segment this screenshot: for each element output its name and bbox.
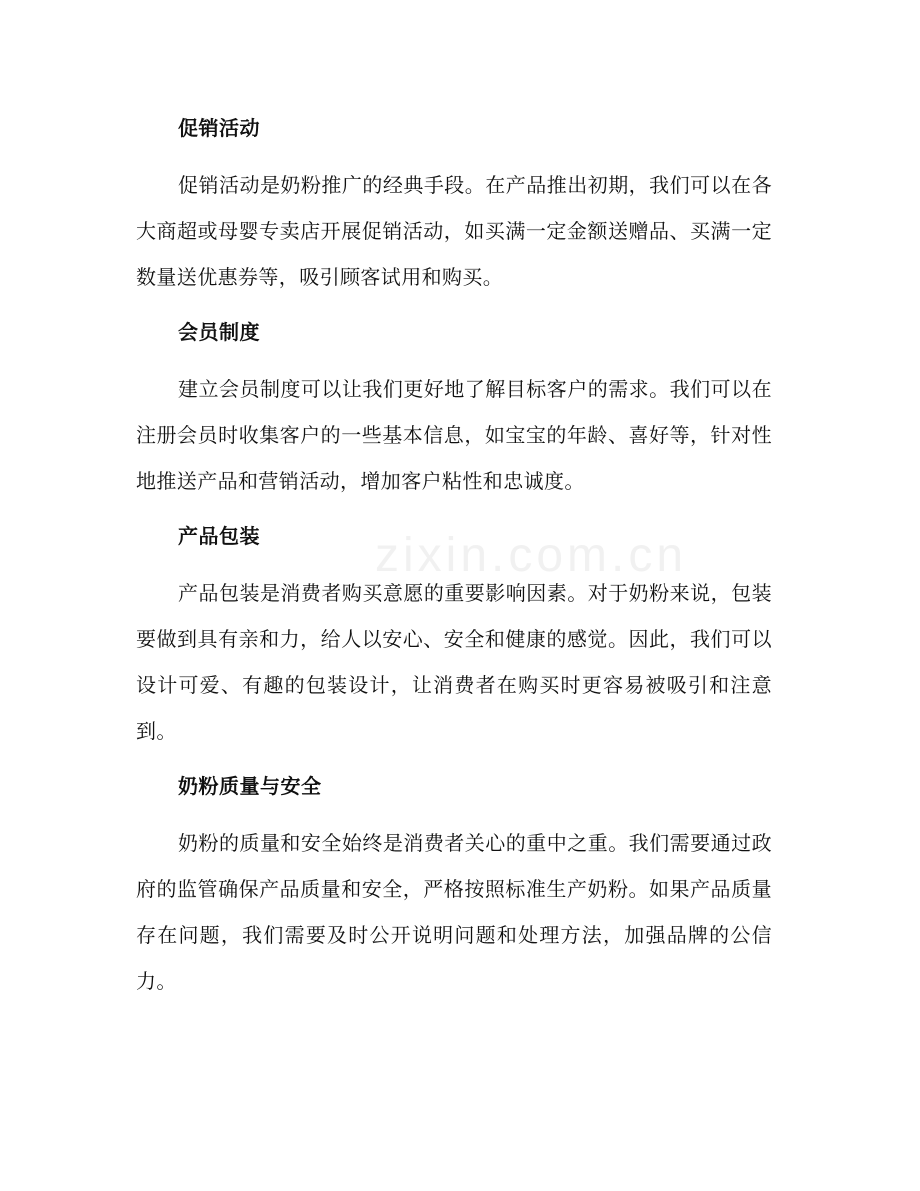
section-heading-packaging: 产品包装: [178, 524, 260, 548]
section-body-packaging: 产品包装是消费者购买意愿的重要影响因素。对于奶粉来说，包装要做到具有亲和力，给人以安心、安全和健康的感觉。因此，我们可以设计可爱、有趣的包装设计，让消费者在购买时更容易被吸引和注意到。: [136, 581, 772, 743]
document-content: [136, 110, 772, 1018]
section-body-membership: 建立会员制度可以让我们更好地了解目标客户的需求。我们可以在注册会员时收集客户的一些基本信息，如宝宝的年龄、喜好等，针对性地推送产品和营销活动，增加客户粘性和忠诚度。: [136, 377, 772, 493]
section-heading-membership: 会员制度: [178, 320, 260, 344]
section-body-promotion: 促销活动是奶粉推广的经典手段。在产品推出初期，我们可以在各大商超或母婴专卖店开展促销活动，如买满一定金额送赠品、买满一定数量送优惠券等，吸引顾客试用和购买。: [136, 173, 772, 289]
watermark: zixin.com.cn: [375, 529, 688, 582]
section-heading-promotion: 促销活动: [178, 116, 260, 140]
section-heading-quality-safety: 奶粉质量与安全: [178, 774, 322, 798]
section-body-quality-safety: 奶粉的质量和安全始终是消费者关心的重中之重。我们需要通过政府的监管确保产品质量和安全，严格按照标准生产奶粉。如果产品质量存在问题，我们需要及时公开说明问题和处理方法，加强品牌的公信力。: [136, 831, 772, 993]
